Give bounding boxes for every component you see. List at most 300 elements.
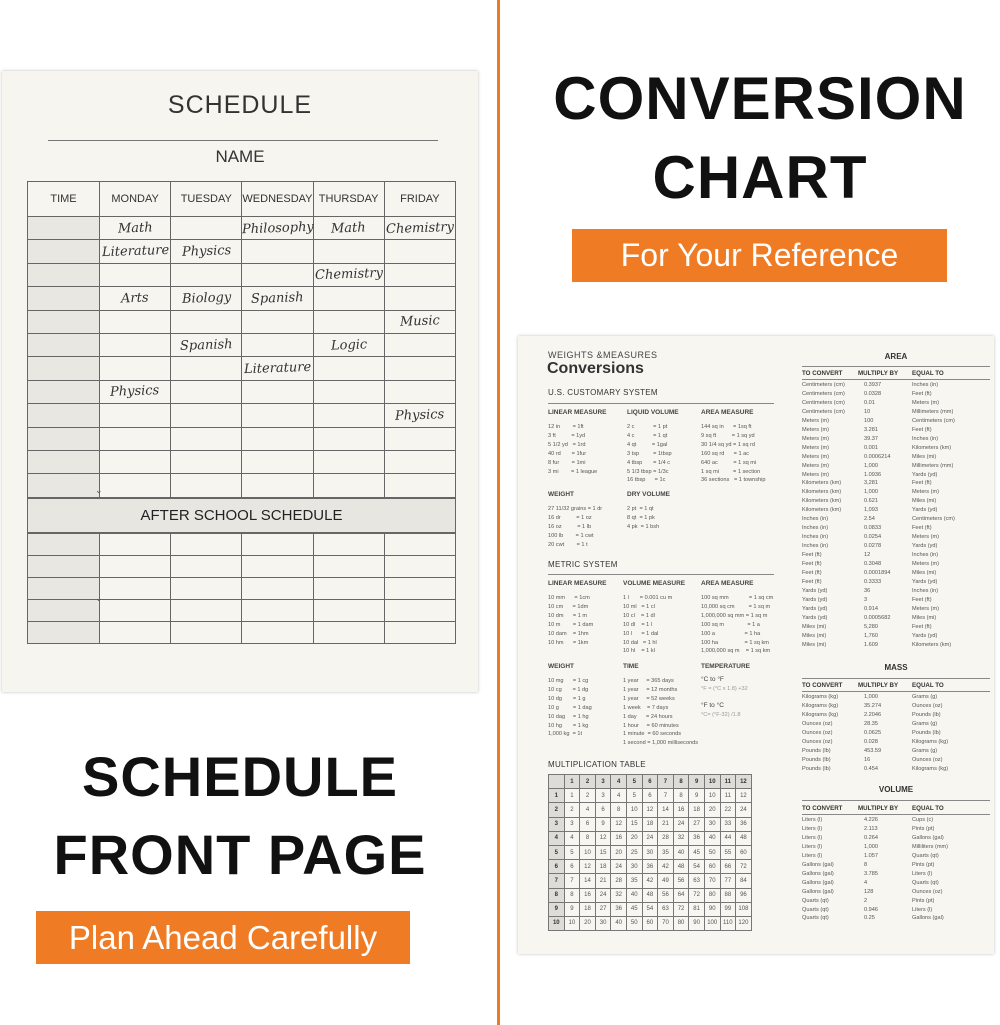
mult-cell: 33 [720, 817, 736, 831]
mult-cell: 35 [658, 845, 674, 859]
class-cell[interactable] [313, 534, 384, 556]
schedule-row [28, 240, 456, 263]
class-cell[interactable] [313, 474, 384, 497]
schedule-row [28, 474, 456, 497]
class-cell[interactable] [171, 427, 242, 450]
mult-cell: 54 [642, 902, 658, 916]
arrow-down-icon: ⌄ [95, 485, 103, 495]
class-cell[interactable] [171, 380, 242, 403]
class-cell[interactable] [171, 556, 242, 578]
class-cell[interactable] [100, 600, 171, 622]
class-cell[interactable] [100, 474, 171, 497]
mult-cell: 12 [595, 831, 611, 845]
class-cell[interactable] [384, 404, 455, 427]
schedule-row [28, 333, 456, 356]
mult-cell: 12 [580, 860, 596, 874]
handwritten-class: Philosophy [242, 219, 315, 237]
mult-row [549, 916, 752, 930]
mvol-heading: VOLUME MEASURE [623, 580, 686, 587]
class-cell[interactable] [313, 450, 384, 473]
mult-cell: 8 [611, 803, 627, 817]
mult-cell: 40 [673, 845, 689, 859]
mult-row [549, 803, 752, 817]
area-col-multiply: MULTIPLY BY [858, 370, 899, 377]
dry-heading: DRY VOLUME [627, 491, 670, 498]
vol-col-multiply: MULTIPLY BY [858, 805, 899, 812]
center-divider [497, 0, 500, 1025]
class-cell[interactable] [313, 556, 384, 578]
mult-cell: 44 [720, 831, 736, 845]
handwritten-class: Logic [330, 337, 368, 354]
mult-cell: 63 [689, 874, 705, 888]
time-cell[interactable] [28, 534, 100, 556]
class-cell[interactable] [171, 333, 242, 356]
rule [548, 574, 774, 575]
class-cell[interactable] [313, 357, 384, 380]
mult-cell: 77 [720, 874, 736, 888]
right-heading-line1: CONVERSION [553, 65, 967, 132]
class-cell[interactable] [384, 217, 455, 240]
time-cell[interactable] [28, 217, 100, 240]
temp-heading: TEMPERATURE [701, 663, 750, 670]
mult-cell: 80 [673, 916, 689, 930]
mult-cell: 30 [626, 860, 642, 874]
mult-cell: 5 [626, 775, 642, 789]
mult-cell: 24 [642, 831, 658, 845]
class-cell[interactable] [313, 217, 384, 240]
class-cell[interactable] [100, 578, 171, 600]
class-cell[interactable] [384, 380, 455, 403]
class-cell[interactable] [242, 450, 313, 473]
class-cell[interactable] [100, 287, 171, 310]
mult-cell: 99 [720, 902, 736, 916]
mult-cell: 2 [549, 803, 565, 817]
schedule-row [28, 380, 456, 403]
class-cell[interactable] [171, 287, 242, 310]
time-cell[interactable] [28, 333, 100, 356]
mult-cell: 11 [720, 775, 736, 789]
rule [548, 403, 774, 404]
class-cell[interactable] [384, 240, 455, 263]
class-cell[interactable] [384, 450, 455, 473]
mult-cell: 60 [704, 860, 720, 874]
class-cell[interactable] [171, 310, 242, 333]
column-header: TIME [28, 182, 100, 217]
rule [802, 379, 990, 380]
mult-cell: 28 [611, 874, 627, 888]
handwritten-class: Physics [110, 383, 160, 401]
mult-cell: 7 [549, 874, 565, 888]
class-cell[interactable] [171, 357, 242, 380]
mult-cell: 50 [626, 916, 642, 930]
class-cell[interactable] [313, 600, 384, 622]
class-cell[interactable] [242, 217, 313, 240]
mult-cell: 3 [564, 817, 580, 831]
mult-cell: 1 [564, 789, 580, 803]
mult-cell: 90 [704, 902, 720, 916]
mult-cell: 7 [658, 789, 674, 803]
class-cell[interactable] [100, 427, 171, 450]
mult-cell: 21 [595, 874, 611, 888]
mult-cell: 20 [611, 845, 627, 859]
class-cell[interactable] [100, 333, 171, 356]
mult-cell: 5 [564, 845, 580, 859]
sheet-kicker: WEIGHTS &MEASURES [548, 350, 658, 360]
time-cell[interactable] [28, 263, 100, 286]
mult-cell: 30 [704, 817, 720, 831]
dry-block: 2 pt = 1 qt 8 qt = 1 pk 4 pk = 1 bsh [627, 506, 660, 530]
mult-cell: 12 [642, 803, 658, 817]
mult-cell: 9 [595, 817, 611, 831]
vol-mult-col: 4.226 2.113 0.264 1,000 1.057 8 3.785 4 128 2 0.946 0.25 [864, 817, 878, 922]
mult-cell: 9 [689, 789, 705, 803]
mult-cell: 32 [673, 831, 689, 845]
mult-cell: 3 [595, 775, 611, 789]
area-equal-col: Inches (in) Feet (ft) Meters (m) Millimeters (mm) Centimeters (cm) Feet (ft) Inches (in) Kilometers (km) Miles (mi) Millimeters (mm) Yards (yd) Feet (ft) Meters (m) Miles (mi) Yards (yd) Centimeters (cm) Feet (ft) Meters (m) Yards (yd) Inches (in) Meters (m) Miles (mi) Yards (yd) Inches (in) Feet (ft) Meters (m) Miles (mi) Feet (ft) Yards (yd) Kilometers (km) [912, 382, 955, 648]
mult-cell: 8 [580, 831, 596, 845]
mult-cell: 96 [736, 888, 752, 902]
mult-cell: 63 [658, 902, 674, 916]
time-heading: TIME [623, 663, 639, 670]
mult-cell: 48 [642, 888, 658, 902]
time-cell[interactable] [28, 450, 100, 473]
class-cell[interactable] [313, 578, 384, 600]
handwritten-class: Arts [121, 290, 150, 307]
time-cell[interactable] [28, 404, 100, 427]
handwritten-class: Physics [395, 406, 445, 424]
class-cell[interactable] [313, 310, 384, 333]
class-cell[interactable] [313, 287, 384, 310]
handwritten-class: Math [331, 220, 367, 237]
schedule-table [27, 181, 456, 498]
mult-cell: 10 [549, 916, 565, 930]
marea-heading: AREA MEASURE [701, 580, 754, 587]
class-cell[interactable] [242, 310, 313, 333]
right-tagline-badge: For Your Reference [572, 229, 947, 282]
sheet-title: Conversions [547, 360, 644, 377]
mult-cell: 8 [549, 888, 565, 902]
mult-cell: 7 [658, 775, 674, 789]
class-cell[interactable] [384, 287, 455, 310]
column-header: FRIDAY [384, 182, 455, 217]
class-cell[interactable] [100, 622, 171, 644]
handwritten-class: Music [399, 313, 441, 330]
mult-cell: 20 [704, 803, 720, 817]
us-system-title: U.S. CUSTOMARY SYSTEM [548, 388, 658, 397]
mult-cell: 40 [626, 888, 642, 902]
multiplication-table [548, 774, 752, 931]
mult-cell: 2 [564, 803, 580, 817]
class-cell[interactable] [384, 310, 455, 333]
class-cell[interactable] [242, 578, 313, 600]
mult-row [549, 789, 752, 803]
mult-row [549, 845, 752, 859]
rule [802, 366, 990, 367]
mult-row [549, 860, 752, 874]
mult-cell: 6 [642, 775, 658, 789]
area-col-equal: EQUAL TO [912, 370, 944, 377]
mult-cell: 55 [720, 845, 736, 859]
handwritten-class: Spanish [179, 336, 233, 354]
class-cell[interactable] [171, 622, 242, 644]
class-cell[interactable] [171, 263, 242, 286]
metric-title: METRIC SYSTEM [548, 560, 618, 569]
mult-cell: 4 [611, 775, 627, 789]
mass-equal-col: Grams (g) Ounces (oz) Pounds (lb) Grams (g) Pounds (lb) Kilograms (kg) Grams (g) Ounces (oz) Kilograms (kg) [912, 694, 949, 772]
time-cell[interactable] [28, 310, 100, 333]
class-cell[interactable] [100, 380, 171, 403]
mass-mult-col: 1,000 35.274 2.2046 28.35 0.0625 0.028 453.59 16 0.454 [864, 694, 882, 772]
area-col-convert: TO CONVERT [802, 370, 843, 377]
class-cell[interactable] [171, 474, 242, 497]
mult-row [549, 831, 752, 845]
class-cell[interactable] [171, 217, 242, 240]
mult-cell: 80 [704, 888, 720, 902]
mult-cell: 70 [658, 916, 674, 930]
mult-cell: 16 [611, 831, 627, 845]
class-cell[interactable] [313, 240, 384, 263]
handwritten-class: Spanish [250, 289, 304, 307]
class-cell[interactable] [171, 534, 242, 556]
class-cell[interactable] [100, 534, 171, 556]
class-cell[interactable] [313, 427, 384, 450]
mult-cell: 9 [689, 775, 705, 789]
mult-cell: 18 [642, 817, 658, 831]
mult-cell: 4 [611, 789, 627, 803]
class-cell[interactable] [100, 263, 171, 286]
mult-cell: 14 [580, 874, 596, 888]
schedule-card [2, 71, 478, 692]
liquid-heading: LIQUID VOLUME [627, 409, 679, 416]
handwritten-class: Biology [181, 290, 232, 307]
class-cell[interactable] [242, 600, 313, 622]
schedule-row [28, 427, 456, 450]
after-school-row [28, 600, 456, 622]
mult-cell: 36 [642, 860, 658, 874]
class-cell[interactable] [242, 263, 313, 286]
class-cell[interactable] [171, 240, 242, 263]
time-cell[interactable] [28, 578, 100, 600]
mult-cell: 48 [736, 831, 752, 845]
mass-title: MASS [884, 663, 908, 672]
mult-cell: 72 [736, 860, 752, 874]
mult-cell: 5 [626, 789, 642, 803]
class-cell[interactable] [100, 450, 171, 473]
time-cell[interactable] [28, 357, 100, 380]
mult-cell: 25 [626, 845, 642, 859]
mult-cell: 12 [611, 817, 627, 831]
mult-cell: 30 [642, 845, 658, 859]
class-cell[interactable] [100, 217, 171, 240]
class-cell[interactable] [242, 287, 313, 310]
class-cell[interactable] [100, 556, 171, 578]
mult-cell: 8 [673, 789, 689, 803]
class-cell[interactable] [171, 450, 242, 473]
after-school-row [28, 622, 456, 644]
mweight-block: 10 mg = 1 cg 10 cg = 1 dg 10 dg = 1 g 10 g = 1 dag 10 dag = 1 hg 10 hg = 1 kg 1,000 kg = 1t [548, 678, 592, 738]
area-heading: AREA MEASURE [701, 409, 754, 416]
class-cell[interactable] [313, 333, 384, 356]
mass-col-convert: TO CONVERT [802, 682, 843, 689]
mweight-heading: WEIGHT [548, 663, 574, 670]
mult-cell: 42 [642, 874, 658, 888]
handwritten-class: Literature [101, 242, 169, 261]
class-cell[interactable] [384, 357, 455, 380]
time-block: 1 year = 365 days 1 year = 12 months 1 year = 52 weeks 1 week = 7 days 1 day = 24 hours 1 hour = 60 minutes 1 minute = 60 seconds 1 second = 1,000 milliseconds [623, 678, 699, 747]
time-cell[interactable] [28, 427, 100, 450]
class-cell[interactable] [384, 578, 455, 600]
mult-cell: 36 [736, 817, 752, 831]
mult-cell: 22 [720, 803, 736, 817]
mult-cell: 16 [580, 888, 596, 902]
mult-cell: 50 [704, 845, 720, 859]
class-cell[interactable] [100, 240, 171, 263]
mass-col-multiply: MULTIPLY BY [858, 682, 899, 689]
linear-block: 12 in = 1ft 3 ft = 1yd 5 1/2 yd = 1rd 40 rd = 1fur 8 fur = 1mi 3 mi = 1 league [548, 424, 598, 475]
class-cell[interactable] [242, 333, 313, 356]
time-cell[interactable] [28, 380, 100, 403]
mult-cell: 8 [564, 888, 580, 902]
after-school-row [28, 534, 456, 556]
time-cell[interactable] [28, 622, 100, 644]
class-cell[interactable] [313, 622, 384, 644]
class-cell[interactable] [242, 427, 313, 450]
mult-cell: 4 [549, 831, 565, 845]
mult-cell: 72 [673, 902, 689, 916]
mult-cell: 32 [611, 888, 627, 902]
class-cell[interactable] [242, 380, 313, 403]
mult-row [549, 888, 752, 902]
mult-cell: 1 [549, 789, 565, 803]
class-cell[interactable] [242, 534, 313, 556]
class-cell[interactable] [100, 404, 171, 427]
schedule-row [28, 310, 456, 333]
class-cell[interactable] [242, 622, 313, 644]
class-cell[interactable] [384, 534, 455, 556]
class-cell[interactable] [242, 357, 313, 380]
mult-cell: 16 [673, 803, 689, 817]
mvol-block: 1 l = 0.001 cu m 10 ml = 1 cl 10 cl = 1 dl 10 dl = 1 l 10 l = 1 dal 10 dal = 1 hl 10 hl = 1 kl [623, 595, 673, 655]
handwritten-class: Physics [181, 243, 232, 260]
weight-block: 27 11/32 grains = 1 dr 16 dr = 1 oz 16 oz = 1 lb 100 lb = 1 cwt 20 cwt = 1 t [548, 506, 603, 548]
class-cell[interactable] [100, 357, 171, 380]
mult-cell: 40 [704, 831, 720, 845]
schedule-row [28, 263, 456, 286]
mult-cell: 9 [549, 902, 565, 916]
name-label: NAME [215, 147, 265, 166]
class-cell[interactable] [242, 240, 313, 263]
linear-heading: LINEAR MEASURE [548, 409, 607, 416]
schedule-row [28, 217, 456, 240]
time-cell[interactable] [28, 556, 100, 578]
mult-cell: 108 [736, 902, 752, 916]
class-cell[interactable] [171, 578, 242, 600]
mult-cell: 45 [626, 902, 642, 916]
class-cell[interactable] [384, 474, 455, 497]
mult-cell: 66 [720, 860, 736, 874]
schedule-title: SCHEDULE [167, 91, 313, 119]
mult-cell: 3 [549, 817, 565, 831]
class-cell[interactable] [384, 556, 455, 578]
handwritten-class: Math [117, 220, 153, 237]
mult-cell: 15 [626, 817, 642, 831]
mult-cell: 6 [564, 860, 580, 874]
class-cell[interactable] [384, 600, 455, 622]
mult-cell: 10 [580, 845, 596, 859]
mult-cell: 70 [704, 874, 720, 888]
time-cell[interactable] [28, 600, 100, 622]
column-header: TUESDAY [171, 182, 242, 217]
area-block: 144 sq in = 1sq ft 9 sq ft = 1 sq yd 30 1/4 sq yd = 1 sq rd 160 sq rd = 1 ac 640 ac = 1 sq mi 1 sq mi = 1 section 36 sections = 1 township [701, 424, 766, 484]
vol-col-equal: EQUAL TO [912, 805, 944, 812]
mult-cell: 21 [658, 817, 674, 831]
class-cell[interactable] [313, 263, 384, 286]
mult-row [549, 902, 752, 916]
mult-cell: 20 [580, 916, 596, 930]
class-cell[interactable] [171, 404, 242, 427]
mult-cell: 10 [704, 775, 720, 789]
temp-f-to-c-formula: °C= (°F-32) /1.8 [701, 712, 741, 718]
conversion-sheet [518, 336, 994, 954]
mult-cell: 64 [673, 888, 689, 902]
vol-col-convert: TO CONVERT [802, 805, 843, 812]
schedule-row [28, 404, 456, 427]
vol-equal-col: Cups (c) Pints (pt) Gallons (gal) Milliliters (mm) Quarts (qt) Pints (pt) Liters (l) Quarts (qt) Ounces (oz) Pints (pt) Liters (l) Gallons (gal) [912, 817, 949, 922]
mult-cell: 24 [673, 817, 689, 831]
mult-cell: 81 [689, 902, 705, 916]
mult-cell: 2 [580, 775, 596, 789]
mult-cell: 4 [564, 831, 580, 845]
handwritten-class: Literature [243, 359, 312, 378]
time-cell[interactable] [28, 287, 100, 310]
class-cell[interactable] [384, 333, 455, 356]
area-convert-col: Centimeters (cm) Centimeters (cm) Centimeters (cm) Centimeters (cm) Meters (m) Meters (m) Meters (m) Meters (m) Meters (m) Meters (m) Meters (m) Kilometers (km) Kilometers (km) Kilometers (km) Kilometers (km) Inches (in) Inches (in) Inches (in) Inches (in) Feet (ft) Feet (ft) Feet (ft) Feet (ft) Yards (yd) Yards (yd) Yards (yd) Yards (yd) Miles (mi) Miles (mi) Miles (mi) [802, 382, 845, 648]
right-heading-line2: CHART [652, 144, 868, 211]
mlinear-block: 10 mm = 1cm 10 cm = 1dm 10 dm = 1 m 10 m = 1 dam 10 dam = 1hm 10 hm = 1km [548, 595, 594, 646]
column-header: WEDNESDAY [242, 182, 313, 217]
mult-cell: 120 [736, 916, 752, 930]
class-cell[interactable] [242, 474, 313, 497]
time-cell[interactable] [28, 474, 100, 497]
after-school-row [28, 556, 456, 578]
class-cell[interactable] [313, 380, 384, 403]
handwritten-class: Chemistry [385, 219, 455, 237]
volume-title: VOLUME [878, 785, 914, 794]
class-cell[interactable] [384, 263, 455, 286]
mult-cell: 6 [642, 789, 658, 803]
time-cell[interactable] [28, 240, 100, 263]
mult-cell: 20 [626, 831, 642, 845]
schedule-row [28, 357, 456, 380]
class-cell[interactable] [242, 404, 313, 427]
class-cell[interactable] [171, 600, 242, 622]
class-cell[interactable] [313, 404, 384, 427]
mult-cell: 12 [736, 775, 752, 789]
class-cell[interactable] [100, 310, 171, 333]
class-cell[interactable] [242, 556, 313, 578]
column-header: THURSDAY [313, 182, 384, 217]
mult-table-title: MULTIPLICATION TABLE [548, 760, 646, 769]
mult-cell: 8 [673, 775, 689, 789]
mult-cell: 60 [736, 845, 752, 859]
mult-cell: 42 [658, 860, 674, 874]
vol-convert-col: Liters (l) Liters (l) Liters (l) Liters (l) Liters (l) Gallons (gal) Gallons (gal) Gallons (gal) Gallons (gal) Quarts (qt) Quarts (qt) Quarts (qt) [802, 817, 834, 922]
schedule-row [28, 287, 456, 310]
class-cell[interactable] [384, 427, 455, 450]
area-mult-col: 0.3937 0.0328 0.01 10 100 3.281 39.37 0.001 0.0006214 1,000 1.0936 3,281 1,000 0.621 1,093 2.54 0.0833 0.0254 0.0278 12 0.3048 0.0001894 0.3333 36 3 0.914 0.0005682 5,280 1,760 1.609 [864, 382, 891, 648]
class-cell[interactable] [384, 622, 455, 644]
mult-cell: 24 [736, 803, 752, 817]
